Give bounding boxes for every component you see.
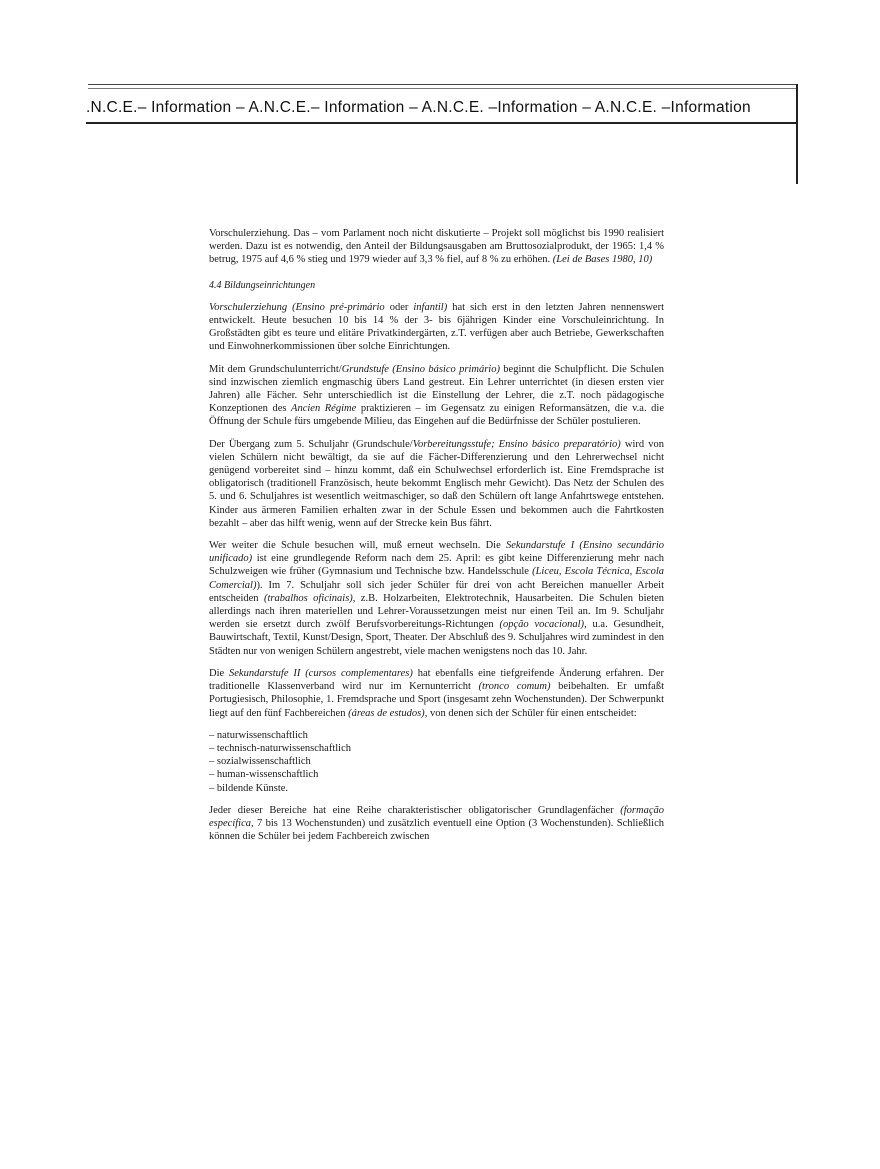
text: praktizieren – im Gegensatz zu einigen Reformansätzen, die v.a. die Öffnung der Schule fürs umgebende Milieu, das Eingehen auf die Bedürfnisse der Schüler postulieren. xyxy=(209,403,664,428)
text: , 7 bis 13 Wochenstunden) und zusätzlich eventuell eine Option (3 Wochenstunden). Schließlich können die Schüler bei jedem Fachbereich zwischen xyxy=(209,817,664,843)
text: ). Im 7. Schuljahr soll sich jeder Schüler für drei von acht Bereichen manueller Arbeit entscheiden xyxy=(209,579,664,604)
term: (formação específica xyxy=(209,804,664,829)
term: Grundstufe (Ensino básico primário) xyxy=(341,363,500,375)
paragraph-4 xyxy=(209,438,664,530)
paragraph-6 xyxy=(209,667,664,720)
paragraph-2 xyxy=(209,301,664,354)
text: beibehalten. Er umfaßt Portugiesisch, Philosophie, 1. Fremdsprache und Sport (insgesamt zehn Wochenstunden). Der Schwerpunkt liegt auf den fünf Fachbereichen xyxy=(209,681,664,719)
header-rule-top-inner xyxy=(88,88,796,89)
section-title: 4.4 Bildungseinrichtungen xyxy=(209,279,316,291)
list-item: – sozialwissenschaftlich xyxy=(209,755,664,768)
list-item: – human-wissenschaftlich xyxy=(209,768,664,781)
paragraph-5 xyxy=(209,539,664,658)
term: (trabalhos oficinais) xyxy=(263,592,353,604)
term: Vorschulerziehung (Ensino pré-primário xyxy=(209,301,385,313)
running-header: .N.C.E.– Information – A.N.C.E.– Information – A.N.C.E. –Information – A.N.C.E. –Information xyxy=(86,99,751,116)
text: , u.a. Gesundheit, Bauwirtschaft, Textil, Kunst/Design, Sport, Theater. Der Abschluß des 9. Schuljahres wird zumindest in den Städten nur von wenigen Schülern angestrebt, viele machen wenigstens noch das 10. Jahr. xyxy=(209,619,664,657)
term: (Liceu, Escola Técnica, Escola Comercial) xyxy=(209,566,665,591)
term: Sekundarstufe I (Ensino secundário unificado) xyxy=(209,540,664,565)
text: Mit dem Grundschulunterricht/ xyxy=(209,363,342,375)
paragraph-7 xyxy=(209,804,664,844)
term: Ancien Régime xyxy=(291,403,357,415)
header-rule-top xyxy=(88,84,796,85)
text: Der Übergang zum 5. Schuljahr (Grundschule/ xyxy=(209,438,413,450)
text: beginnt die Schulpflicht. Die Schulen sind inzwischen ziemlich engmaschig übers Land gestreut. Ein Lehrer unterrichtet (in diesen ersten vier Jahren) alle Fächer. Sehr unterschiedlich ist die Einstellung der Lehrer, die z.T. noch pädagogische Konzeptionen des xyxy=(209,363,665,415)
text: Jeder dieser Bereiche hat eine Reihe charakteristischer obligatorischer Grundlagenfächer xyxy=(209,804,621,816)
paragraph-1 xyxy=(209,227,664,267)
list-item: – bildende Künste. xyxy=(209,782,664,795)
page-body xyxy=(209,227,664,852)
text: hat ebenfalls eine tiefgreifende Änderung erfahren. Der traditionelle Klassenverband wird nur im Kernunterricht xyxy=(209,667,664,693)
list-item: – naturwissenschaftlich xyxy=(209,729,664,742)
term: Vorbereitungsstufe; Ensino básico preparatório) xyxy=(412,438,621,450)
subject-list xyxy=(209,729,664,795)
text: hat sich erst in den letzten Jahren nennenswert entwickelt. Heute besuchen 10 bis 14 % der 3- bis 6jährigen Kinder eine Vorschuleinrichtung. In Großstädten gibt es teure und elitäre Privatkindergärten, z.T. verfügen aber auch Betriebe, Gewerkschaften und Einwohnerkommissionen über solche Einrichtungen. xyxy=(209,301,664,353)
text: Wer weiter die Schule besuchen will, muß erneut wechseln. Die xyxy=(209,540,506,552)
text: oder xyxy=(384,301,414,313)
citation: (Lei de Bases 1980, 10) xyxy=(552,254,653,266)
term: (opção vocacional) xyxy=(499,619,585,631)
term: (áreas de estudos) xyxy=(348,707,425,719)
text: ist eine grundlegende Reform nach dem 25. April: es gibt keine Differenzierung mehr nach Schulzweigen wie früher (Gymnasium und Technische bzw. Handelsschule xyxy=(209,553,664,578)
term: (tronco comum) xyxy=(478,681,551,693)
text: Die xyxy=(209,667,230,679)
list-item: – technisch-naturwissenschaftlich xyxy=(209,742,664,755)
text: , von denen sich der Schüler für einen entscheidet: xyxy=(424,707,637,719)
term: Sekundarstufe II (cursos complementares) xyxy=(229,667,413,679)
text: , z.B. Holzarbeiten, Elektrotechnik, Hausarbeiten. Die Schulen bieten allerdings nach ihren materiellen und Lehrer-Voraussetzungen meist nur einen Teil an. Im 9. Schuljahr werden sie ersetzt durch zwölf Berufsvorbereitungs-Richtungen xyxy=(209,592,665,631)
paragraph-1-text: Vorschulerziehung. Das – vom Parlament noch nicht diskutierte – Projekt soll möglichst bis 1990 realisiert werden. Dazu ist es notwendig, den Anteil der Bildungsausgaben am Bruttosozialprodukt, der 1965: 1,4 % betrug, 1975 auf 4,6 % stieg und 1979 wieder auf 3,3 % fiel, auf 8 % zu erhöhen. xyxy=(209,228,664,266)
header-rule-right xyxy=(796,84,798,184)
paragraph-3 xyxy=(209,363,664,429)
text: wird von vielen Schülern nicht bewältigt, da sie auf die Fächer-Differenzierung und den Lehrerwechsel nicht genügend vorbereitet sind – hinzu kommt, daß ein Schulwechsel erforderlich ist. Eine Fremdsprache ist obligatorisch (traditionell Französisch, heute bekommt Englisch mehr Gewicht). Das Netz der Schulen des 5. und 6. Schuljahres ist wesentlich weitmaschiger, so daß den Schülern oft lange Anfahrtswege entstehen. Kinder aus ärmeren Familien erhalten zwar in der Schule Essen und bekommen auch die Fahrtkosten bezahlt – aber das hilft wenig, wenn auf der Strecke kein Bus fährt. xyxy=(209,438,665,529)
term: infantil) xyxy=(413,301,448,313)
header-rule-bottom xyxy=(86,122,798,124)
